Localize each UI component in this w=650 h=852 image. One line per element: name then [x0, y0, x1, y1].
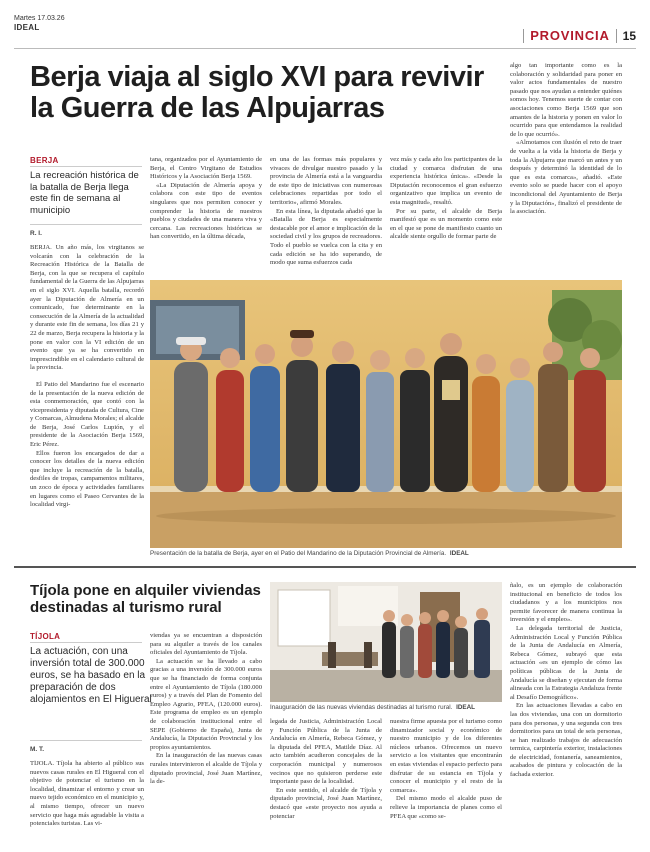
article1-kicker: BERJA [30, 156, 59, 165]
caption-text: Inauguración de las nuevas viviendas destinadas al turismo rural. [270, 704, 453, 711]
article1-caption [150, 550, 622, 558]
paragraph: En este sentido, el alcalde de Tíjola y diputado provincial, José Juan Martínez, destacó que «este proyecto nos ayuda a potenciar [270, 786, 382, 820]
article1-column-5 [510, 62, 622, 272]
article2-headline: Tíjola pone en alquiler viviendas destinadas al turismo rural [30, 582, 261, 616]
section-divider [616, 29, 617, 43]
group-photo-illustration [150, 280, 622, 548]
kicker-rule [30, 642, 142, 643]
article1-column-1 [30, 244, 144, 558]
section-name: PROVINCIA [530, 28, 610, 43]
header-rule [14, 48, 636, 49]
article2-byline: M. T. [30, 746, 45, 753]
article2-column-1 [30, 760, 144, 844]
photo-credit: IDEAL [456, 704, 476, 711]
page-header-meta [14, 14, 65, 32]
paragraph: En la inauguración de las nuevas casas rurales intervinieron el alcalde de Tíjola y diputado provincial, José Juan Martínez, la de- [150, 752, 262, 786]
paragraph: La delegada territorial de Justicia, Administración Local y Función Pública de la Junta de Andalucía en Almería, Rebeca Gómez, subrayó que esta actuación «es un ejemplo de cómo las políticas públicas de la Junta de Andalucía se diseñan y ejecutan de forma alineada con la Estrategia Andaluza frente al Desafío Demográfico». [510, 624, 622, 701]
paragraph: en una de las formas más populares y vivaces de divulgar nuestro pasado y la provincia de Almería está a la vanguardia de este tipo de iniciativas con numerosas celebraciones repartidas por todo el territorio», afirmó Morales. [270, 156, 382, 206]
article2-column-4 [390, 718, 502, 844]
paragraph: algo tan importante como es la colaboración y solidaridad para poner en valor actos fundamentales de nuestro pasado que nos ayudan a entender quiénes somos hoy. Tenemos suerte de contar con asociaciones como Berja 1569 que son amantes de la historia y ponen en valor lo ocurrido para que entendamos la realidad de lo que ocurrió». [510, 62, 622, 138]
paragraph: En esta línea, la diputada añadió que la «Batalla de Berja es especialmente destacable por el amor e implicación de la sociedad civil y los grupos de recreadores. Todo el pueblo se vuelca con la cita y en cada edición se ha ido superando, de modo que suma esfuerzos cada [270, 207, 382, 267]
article2-column-2 [150, 632, 262, 844]
inauguration-photo-illustration [270, 582, 502, 702]
article1-byline: R. I. [30, 230, 42, 237]
article2-kicker: TÍJOLA [30, 632, 61, 641]
issue-date: Martes 17.03.26 [14, 15, 65, 22]
paragraph: Ellos fueron los encargados de dar a conocer los detalles de la nueva edición que incluye la recreación de la batalla, desfiles de tropas, campamentos militares, un zoco de época y actividades familiares en lugares como el Paseo Cervantes de la localidad virgi- [30, 449, 144, 509]
article1-headline: Berja viaja al siglo XVI para revivir la Guerra de las Alpujarras [30, 61, 484, 124]
article1-photo [150, 280, 622, 548]
article2-photo [270, 582, 502, 702]
paragraph: tana, organizados por el Ayuntamiento de Berja, el Centro Virgitano de Estudios Históricos y la Asociación Berja 1569. [150, 156, 262, 181]
paragraph: BERJA. Un año más, los virgitanos se volcarán con la celebración de la Recreación Histórica de la Batalla de Berja, con la que se recupera el capítulo fundamental de la Guerra de las Alpujarras en el siglo XVI. Aquella batalla, recordó ayer la Diputación de Almería en un comunicado, fue determinante en la consecución de la Almería de la actualidad y durante este fin de semana, los días 21 y 22 de marzo, Berja recupera la historia y la pone en valor con la VI edición de un evento que ya se ha convertido en imprescindible en el calendario cultural de la provincia. [30, 244, 144, 372]
deck-rule [30, 740, 142, 741]
article2-deck: La actuación, con una inversión total de 300.000 euros, se ha basado en la preparación de dos alojamientos en El Higueral [30, 646, 152, 705]
article1-deck: La recreación histórica de la batalla de Berja llega este fin de semana al municipio [30, 170, 139, 216]
paragraph: «La Diputación de Almería apoya y colabora con este tipo de eventos singulares que nos permiten conocer y comprender la historia de nuestros pueblos y ciudades de una manera viva y cercana. Las recreaciones históricas se han convertido, en la última década, [150, 181, 262, 241]
section-divider [523, 29, 524, 43]
kicker-rule [30, 166, 142, 167]
article1-column-2 [150, 156, 262, 276]
newspaper-brand: IDEAL [14, 23, 40, 32]
caption-text: Presentación de la batalla de Berja, ayer en el Patio del Mandarino de la Diputación Provincial de Almería. [150, 550, 447, 557]
paragraph: Del mismo modo el alcalde puso de relieve la importancia de planes como el PFEA que «como se- [390, 795, 502, 820]
paragraph: «Almotamos con ilusión el reto de traer de vuelta a la vida la historia de Berja y toda la Alpujarra que marcó un antes y un después y determinó la identidad de lo que es esta comarca», añadió. «Este evento solo se puede hacer con el apoyo incondicional del Ayuntamiento de Berja y la Diputación», finalizó el presidente de la asociación. [510, 139, 622, 216]
section-tab [523, 28, 636, 43]
article2-caption [270, 704, 502, 712]
article2-column-3 [270, 718, 382, 844]
deck-rule [30, 224, 142, 225]
paragraph: ñalo, es un ejemplo de colaboración institucional en beneficio de todos los ciudadanos y a los municipios nos permite favorecer de manera continua la inversión y el empleo». [510, 582, 622, 624]
paragraph: El Patio del Mandarino fue el escenario de la presentación de la nueva edición de esta conmemoración, que contó con la vicepresidenta y diputada de Cultura, Cine y Comarcas, Almudena Morales; el alcalde de Berja, José Carlos Lupión, y el presidente de la Asociación Berja 1569, Eric Pérez. [30, 380, 144, 449]
paragraph: En las actuaciones llevadas a cabo en las dos viviendas, una con un dormitorio para dos personas, y una segunda con tres dormitorios para un total de seis personas, se han realizado trabajos de adecuación termica, carpintería exterior, instalaciones de electricidad, fontanería, saneamientos, acabados de pintura y colocación de la fachada exterior. [510, 702, 622, 779]
paragraph: TÍJOLA. Tíjola ha abierto al público sus nuevos casas rurales en El Higueral con el objetivo de potenciar el turismo en la localidad, dinamizar el entorno y crear un nuevo tejido económico en el municipio y, al mismo tiempo, ofrecer un nuevo servicio que haga más agradable la visita a potenciales turistas. Las vi- [30, 760, 144, 828]
article1-column-4 [390, 156, 502, 276]
paragraph: nuestra firme apuesta por el turismo como dinamizador social y económico de nuestro municipio y de los diferentes núcleos urbanos. Ofrecemos un nuevo servicio a los visitantes que encontrarán en estas viviendas el espacio perfecto para disfrutar de su estancia en Tíjola y conocer el municipio y el resto de la comarca». [390, 718, 502, 794]
article1-column-3 [270, 156, 382, 276]
page-number: 15 [622, 28, 636, 43]
photo-credit: IDEAL [449, 550, 469, 557]
paragraph: viendas ya se encuentran a disposición para su alquiler a través de los canales oficiales del Ayuntamiento de Tíjola. [150, 632, 262, 657]
paragraph: Por su parte, el alcalde de Berja manifestó que es un momento como este en el que se pone de manifiesto cuanto un alcalde siente orgullo de formar parte de [390, 207, 502, 241]
article2-column-5 [510, 582, 622, 844]
paragraph: legada de Justicia, Administración Local y Función Pública de la Junta de Andalucía en Almería, Rebeca Gómez, y la diputada del PFEA, Matilde Díaz. Al acto también acudieron concejales de la corporación municipal y numerosos vecinos que no quisieron perderse este importante paso de la localidad. [270, 718, 382, 786]
paragraph: vez más y cada año los participantes de la ciudad y comarca disfrutan de una experiencia histórica única». «Desde la Diputación reconocemos el gran esfuerzo organizativo que implica un evento de esta magnitud», resaltó. [390, 156, 502, 206]
article-separator [14, 566, 636, 568]
paragraph: La actuación se ha llevado a cabo gracias a una inversión de 300.000 euros que se ha financiado de forma conjunta entre el Ayuntamiento de Tíjola (180.000 euros) y a través del Plan de Fomento del Empleo Agrario, PFEA, (120.000 euros). Este programa de empleo es un ejemplo de colaboración institucional entre el SEPE (Gobierno de España), Junta de Andalucía, la Diputación Provincial y los propios ayuntamientos. [150, 657, 262, 751]
